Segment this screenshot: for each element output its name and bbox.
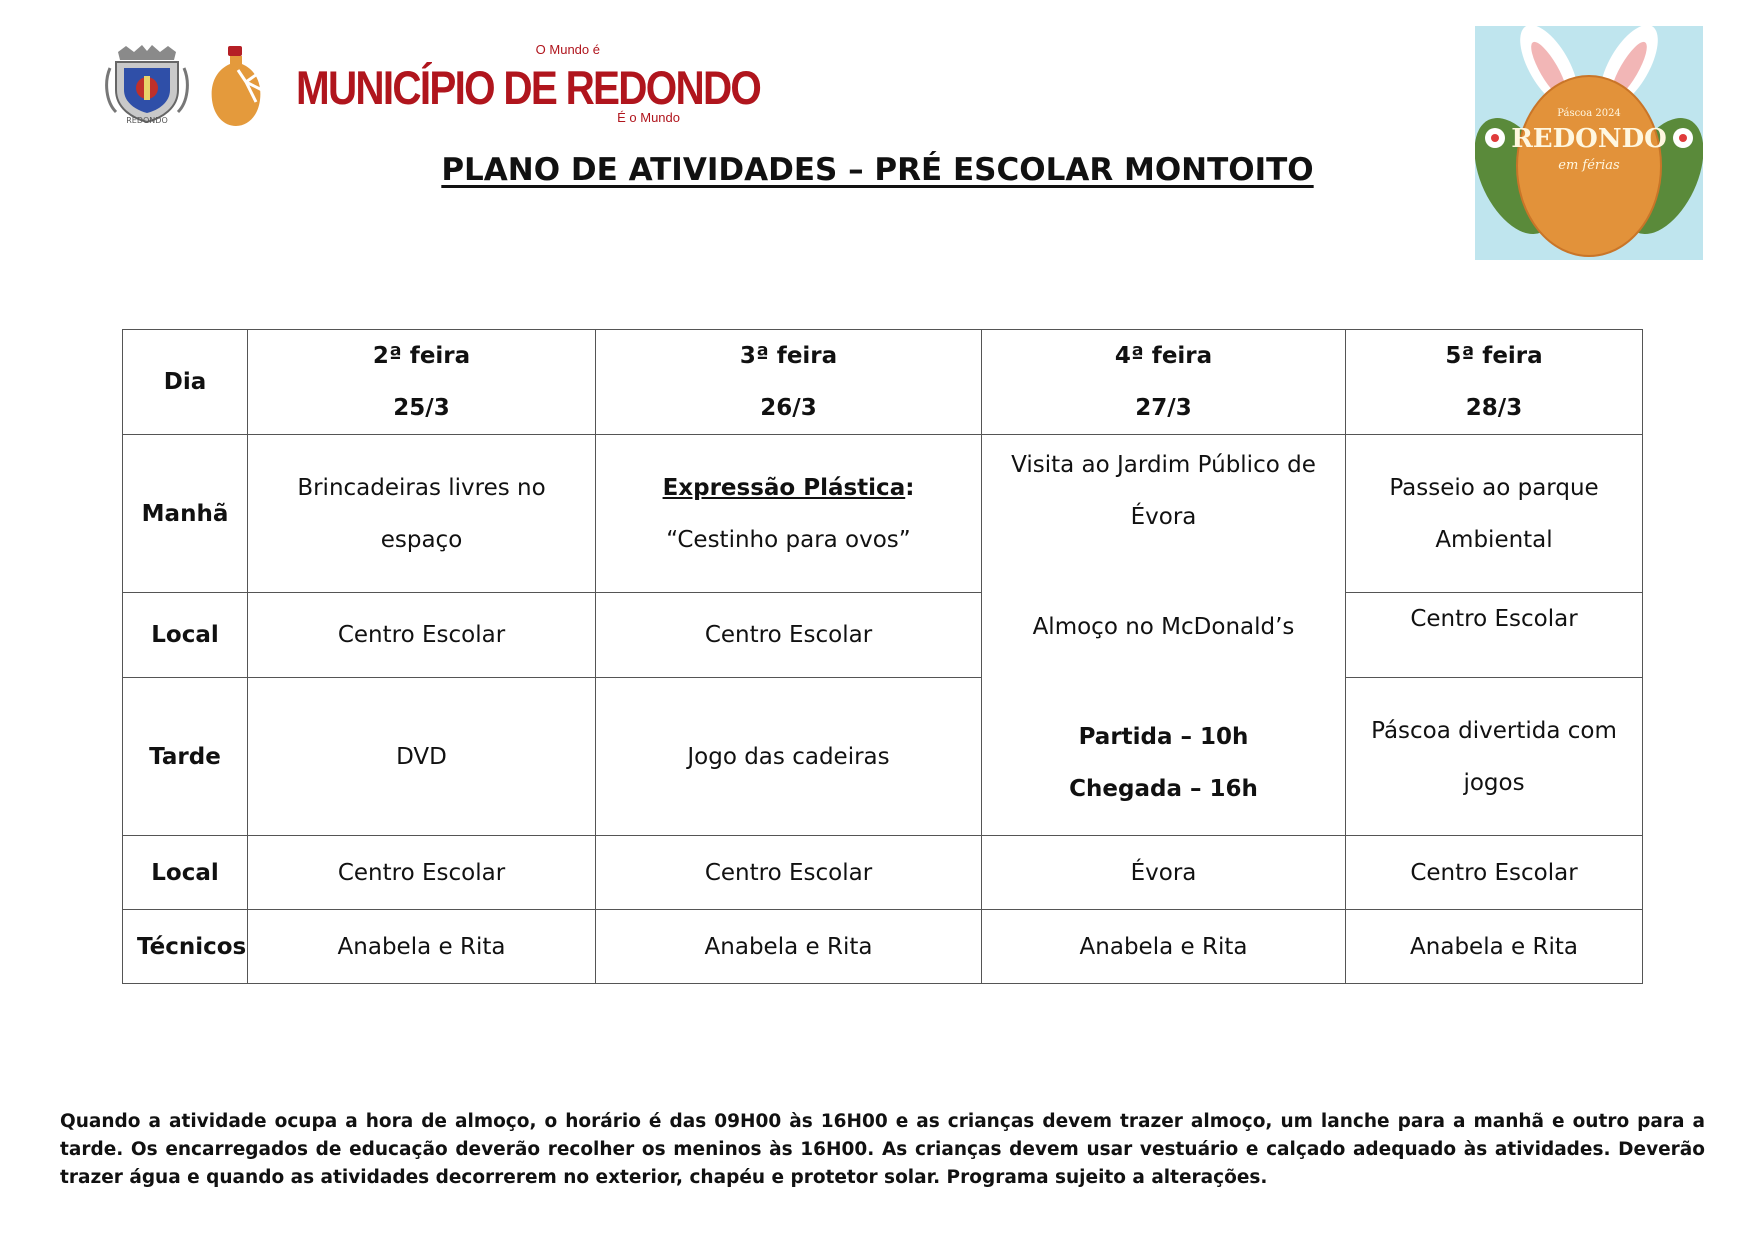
activity-type: Expressão Plástica <box>662 474 906 501</box>
local1-row <box>123 593 1643 678</box>
row-label-local: Local <box>123 593 248 678</box>
local2-tuesday: Centro Escolar <box>596 836 982 910</box>
activity-colon: : <box>905 474 915 501</box>
staff-monday: Anabela e Rita <box>248 910 596 984</box>
afternoon-tuesday: Jogo das cadeiras <box>596 678 982 836</box>
date: 26/3 <box>760 395 817 421</box>
weekday: 2ª feira <box>372 343 471 369</box>
day-header-thursday <box>1346 330 1643 435</box>
trip-arrival: Chegada – 16h <box>1069 776 1258 802</box>
morning-monday: Brincadeiras livres no espaço <box>248 435 596 593</box>
afternoon-row <box>123 678 1643 836</box>
row-label-afternoon: Tarde <box>123 678 248 836</box>
morning-row <box>123 435 1643 593</box>
trip-visit: Visita ao Jardim Público de Évora <box>1011 452 1316 530</box>
day-header-wednesday <box>982 330 1346 435</box>
staff-wednesday: Anabela e Rita <box>982 910 1346 984</box>
brand-tag-top: O Mundo é <box>535 42 600 57</box>
day-header-tuesday <box>596 330 982 435</box>
staff-tuesday: Anabela e Rita <box>596 910 982 984</box>
brand-name: MUNICÍPIO DE REDONDO <box>296 61 761 114</box>
weekday: 5ª feira <box>1445 343 1543 369</box>
easter-poster-image <box>1475 26 1703 260</box>
trip-departure: Partida – 10h <box>1078 724 1249 750</box>
row-label-staff: Técnicos <box>123 910 248 984</box>
municipality-brand <box>296 38 761 130</box>
coat-label: REDONDO <box>126 116 168 125</box>
weekday: 4ª feira <box>1114 343 1213 369</box>
weekday: 3ª feira <box>739 343 838 369</box>
staff-row <box>123 910 1643 984</box>
local1-tuesday: Centro Escolar <box>596 593 982 678</box>
coat-of-arms-logo <box>104 42 190 126</box>
clay-jar-logo <box>206 42 266 128</box>
afternoon-monday: DVD <box>248 678 596 836</box>
row-label-morning: Manhã <box>123 435 248 593</box>
date: 28/3 <box>1465 395 1523 421</box>
day-header-monday <box>248 330 596 435</box>
local2-monday: Centro Escolar <box>248 836 596 910</box>
date: 25/3 <box>393 395 450 421</box>
local2-wednesday: Évora <box>982 836 1346 910</box>
wednesday-trip-cell <box>982 435 1346 836</box>
local2-thursday: Centro Escolar <box>1346 836 1643 910</box>
page-title: PLANO DE ATIVIDADES – PRÉ ESCOLAR MONTOITO <box>441 152 1314 188</box>
poster-subtitle: em férias <box>1558 158 1620 173</box>
poster-year: Páscoa 2024 <box>1557 108 1621 119</box>
table-header-row <box>123 330 1643 435</box>
local2-row <box>123 836 1643 910</box>
activities-table <box>122 329 1643 984</box>
footer-note: Quando a atividade ocupa a hora de almoço, o horário é das 09H00 às 16H00 e as crianças devem trazer almoço, um lanche para a manhã e outro para a tarde. Os encarregados de educação deverão recolher os meninos às 16H00. As crianças devem usar vestuário e calçado adequado às atividades. Deverão trazer água e quando as atividades decorrerem no exterior, chapéu e protetor solar. Programa sujeito a alterações. <box>60 1111 1705 1188</box>
morning-thursday: Passeio ao parque Ambiental <box>1346 435 1643 593</box>
corner-cell: Dia <box>123 330 248 435</box>
date: 27/3 <box>1135 395 1192 421</box>
row-label-local: Local <box>123 836 248 910</box>
trip-lunch: Almoço no McDonald’s <box>1032 614 1295 640</box>
local1-thursday: Centro Escolar <box>1346 593 1643 678</box>
poster-title: REDONDO <box>1511 124 1667 154</box>
activity-detail: “Cestinho para ovos” <box>666 526 911 553</box>
staff-thursday: Anabela e Rita <box>1346 910 1643 984</box>
morning-tuesday <box>596 435 982 593</box>
brand-tag-bottom: É o Mundo <box>617 110 680 125</box>
afternoon-thursday: Páscoa divertida com jogos <box>1346 678 1643 836</box>
local1-monday: Centro Escolar <box>248 593 596 678</box>
